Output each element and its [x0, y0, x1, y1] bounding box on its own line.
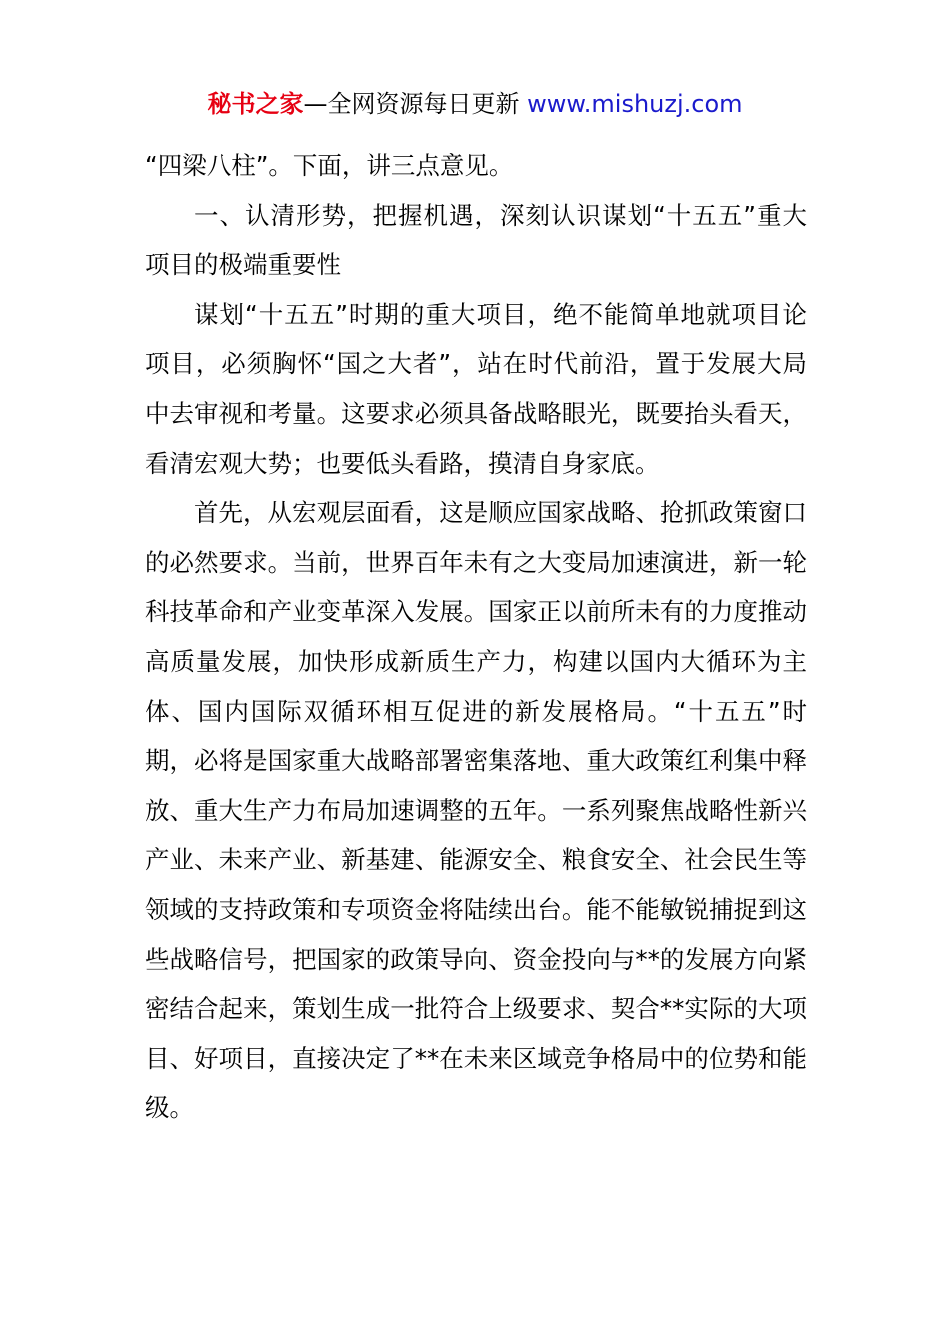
section-heading: 一、认清形势，把握机遇，深刻认识谋划“十五五”重大项目的极端重要性: [145, 200, 807, 280]
body-paragraph: 首先，从宏观层面看，这是顺应国家战略、抢抓政策窗口的必然要求。当前，世界百年未有之大变局加速演进，新一轮科技革命和产业变革深入发展。国家正以前所未有的力度推动高质量发展，加快形成新质生产力，构建以国内大循环为主体、国内国际双循环相互促进的新发展格局。“十五五”时期，必将是国家重大战略部署密集落地、重大政策红利集中释放、重大生产力布局加速调整的五年。一系列聚焦战略性新兴产业、未来产业、新基建、能源安全、粮食安全、社会民生等领域的支持政策和专项资金将陆续出台。能不能敏锐捕捉到这些战略信号，把国家的政策导向、资金投向与**的发展方向紧密结合起来，策划生成一批符合上级要求、契合**实际的大项目、好项目，直接决定了**在未来区域竞争格局中的位势和能级。: [145, 498, 807, 1123]
website-link[interactable]: www.mishuzj.com: [527, 90, 743, 118]
header-tagline: —全网资源每日更新: [303, 90, 528, 118]
paragraph-continuation: “四梁八柱”。下面，讲三点意见。: [145, 151, 514, 180]
document-body: [145, 141, 807, 1133]
body-paragraph: 谋划“十五五”时期的重大项目，绝不能简单地就项目论项目，必须胸怀“国之大者”，站在时代前沿，置于发展大局中去审视和考量。这要求必须具备战略眼光，既要抬头看天，看清宏观大势；也要低头看路，摸清自身家底。: [145, 299, 807, 478]
brand-name: 秘书之家: [207, 90, 304, 118]
page-header: [0, 86, 950, 122]
